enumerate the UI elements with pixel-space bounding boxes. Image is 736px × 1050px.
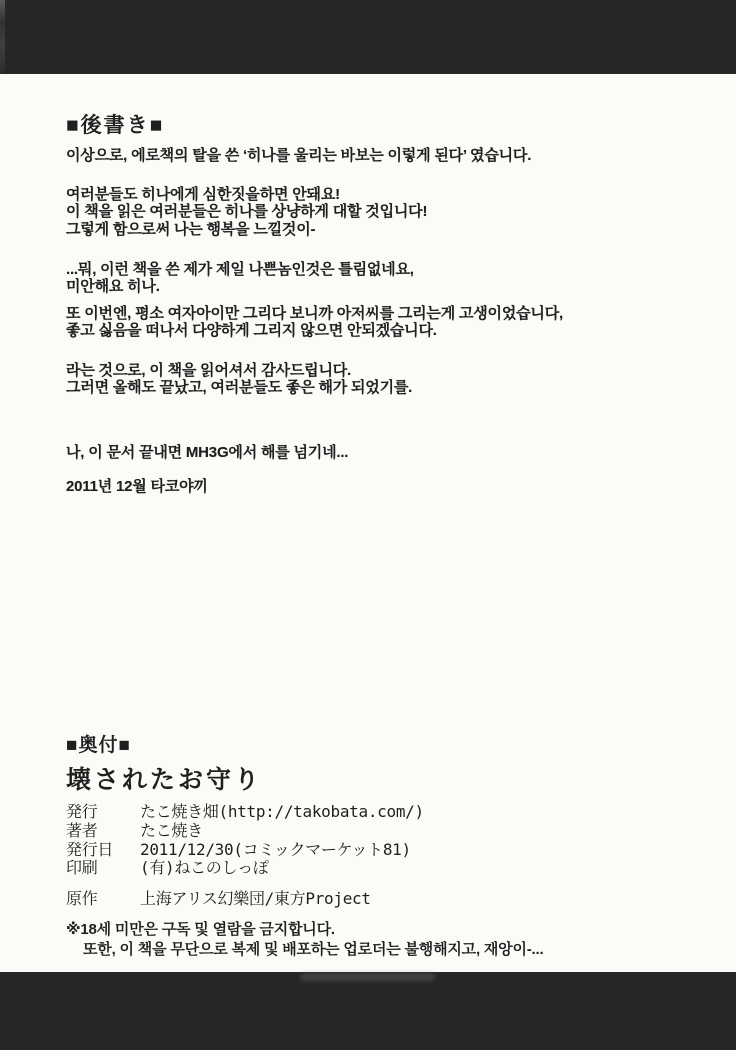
text-line: 미안해요 히나.: [66, 278, 160, 296]
colophon-row: [66, 822, 424, 841]
colophon-label: 発行日: [66, 839, 114, 859]
notice-line: 또한, 이 책을 무단으로 복제 및 배포하는 업로더는 불행해지고, 재앙이-...: [83, 941, 544, 958]
text-line: 2011년 12월 타코야끼: [66, 478, 208, 495]
colophon-row: [66, 803, 424, 822]
notice-line: ※18세 미만은 구독 및 열람을 금지합니다.: [66, 921, 335, 938]
colophon-value: 上海アリス幻樂団/東方Project: [140, 889, 371, 909]
afterword-header: ■後書き■: [66, 114, 165, 137]
afterword-paragraph: [66, 478, 208, 495]
afterword-paragraph: [66, 305, 563, 340]
text-line: 또 이번엔, 평소 여자아이만 그리다 보니까 아저씨를 그리는게 고생이었습니다,: [66, 305, 563, 322]
colophon-label: 著者: [66, 820, 98, 840]
age-restriction-notice: [66, 920, 543, 960]
afterword-paragraph: [66, 362, 412, 397]
text-line: 좋고 싫음을 떠나서 다양하게 그리지 않으면 안되겠습니다.: [66, 322, 437, 340]
text-line: ...뭐, 이런 책을 쓴 제가 제일 나쁜놈인것은 틀림없네요,: [66, 261, 414, 278]
colophon-value: たこ焼き畑(http://takobata.com/): [140, 802, 424, 821]
book-title: 壊されたお守り: [66, 767, 263, 794]
bottom-scan-bar: [0, 972, 736, 1050]
afterword-paragraph: [66, 186, 427, 238]
afterword-paragraph: [66, 444, 348, 461]
text-line: 나, 이 문서 끝내면 MH3G에서 해를 넘기네...: [66, 444, 349, 461]
text-line: 그러면 올해도 끝났고, 여러분들도 좋은 해가 되었기를.: [66, 379, 413, 397]
colophon-row: [66, 841, 424, 860]
colophon-header: ■奥付■: [66, 735, 131, 756]
colophon-label: 原作: [66, 889, 98, 909]
colophon-value: 2011/12/30(コミックマーケット81): [140, 839, 411, 859]
colophon-label: 印刷: [66, 858, 98, 878]
text-line: 이 책을 읽은 여러분들은 히나를 상냥하게 대할 것입니다!: [66, 203, 428, 221]
scan-smudge: [300, 973, 435, 981]
colophon-label: 発行: [66, 802, 98, 821]
colophon-row: [66, 859, 424, 878]
colophon-row: [66, 890, 424, 909]
text-line: 라는 것으로, 이 책을 읽어셔서 감사드립니다.: [66, 362, 351, 379]
afterword-paragraph: [66, 261, 414, 296]
text-line: 그렇게 함으로써 나는 행복을 느낄것이-: [66, 220, 316, 238]
text-line: 여러분들도 히나에게 심한짓을하면 안돼요!: [66, 186, 340, 203]
top-scan-bar: [0, 0, 736, 74]
colophon-value: (有)ねこのしっぽ: [140, 858, 269, 878]
text-line: 이상으로, 에로책의 탈을 쓴 ‘히나를 울리는 바보는 이렇게 된다’ 였습니다.: [66, 147, 532, 164]
colophon-value: たこ焼き: [140, 820, 203, 840]
colophon-rows: [66, 803, 424, 909]
torn-edge-artifact: [0, 0, 5, 74]
afterword-paragraph: [66, 147, 531, 164]
